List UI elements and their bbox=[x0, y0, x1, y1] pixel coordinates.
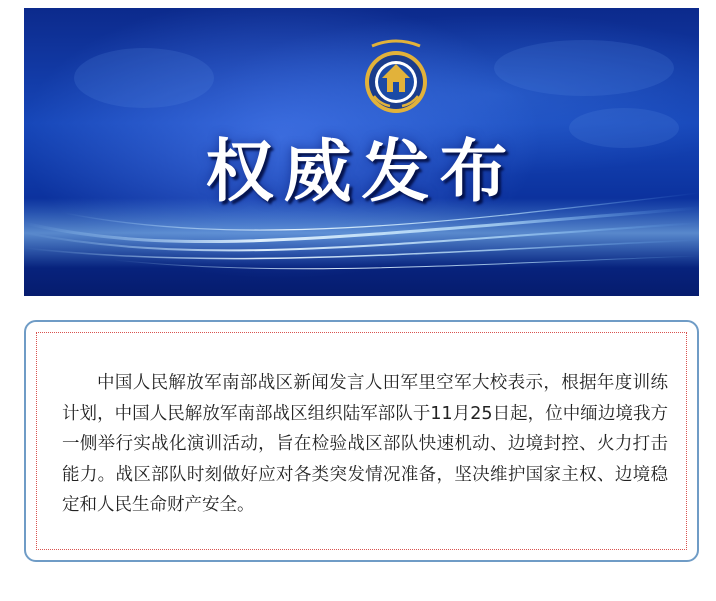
announcement-card bbox=[24, 320, 699, 562]
banner-title: 权威发布 bbox=[205, 132, 518, 212]
announcement-paragraph: 中国人民解放军南部战区新闻发言人田军里空军大校表示，根据年度训练计划，中国人民解放军南部战区组织陆军部队于11月25日起，位中缅边境我方一侧举行实战化演训活动，旨在检验战区部队快速机动、边境封控、火力打击能力。战区部队时刻做好应对各类突发情况准备，坚决维护国家主权、边境稳定和人民生命财产安全。 bbox=[62, 373, 668, 515]
authoritative-release-banner bbox=[24, 8, 699, 296]
pla-emblem-icon bbox=[360, 38, 432, 118]
